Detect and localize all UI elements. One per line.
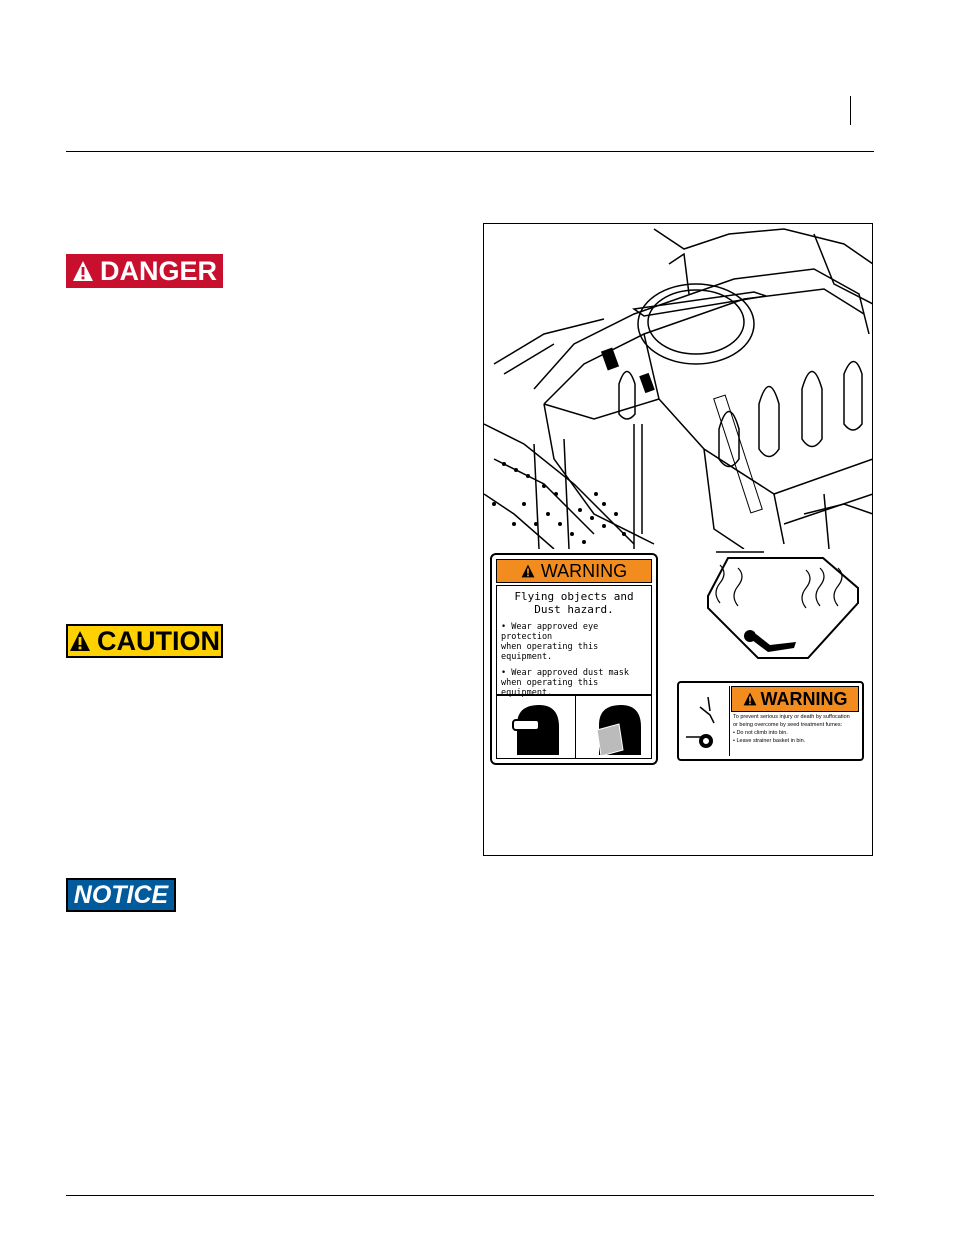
decal-text-line: or being overcome by seed treatment fumes: [733, 722, 843, 728]
header-rule [66, 151, 874, 152]
notice-label [66, 878, 176, 912]
decal-divider [729, 686, 730, 756]
seed-tank-illustration [484, 224, 873, 549]
warning-decal-title-line: Dust hazard. [534, 603, 614, 616]
decal-text-line: To prevent serious injury or death by suffocation [733, 714, 850, 720]
warning-triangle-icon [743, 692, 757, 706]
eye-protection-icon [507, 700, 567, 760]
warning-triangle-icon [69, 630, 91, 652]
notice-text: NOTICE [73, 880, 169, 909]
person-in-bin-icon [682, 693, 726, 753]
hopper-diagram [698, 548, 868, 678]
warning-decal-suffocation [677, 681, 864, 761]
bullet-line: • Wear approved dust mask [501, 668, 629, 678]
footer-rule [66, 1195, 874, 1196]
warning-decal-text [733, 713, 858, 745]
warning-decal-header-text: WARNING [540, 560, 628, 581]
warning-triangle-icon [521, 564, 535, 578]
dust-mask-icon [589, 700, 649, 760]
danger-label [66, 254, 223, 288]
decal-text-line: • Leave strainer basket in bin. [733, 738, 806, 744]
bullet-line: when operating this equipment. [501, 642, 599, 662]
danger-text: DANGER [99, 255, 217, 286]
warning-decal-title-line: Flying objects and [514, 590, 634, 603]
warning-decal-header [496, 559, 652, 583]
warning-decal-bullet [501, 668, 647, 698]
header-margin-bar [850, 96, 851, 125]
warning-decal-header [731, 686, 859, 712]
warning-decal-title [497, 590, 651, 616]
caution-text: CAUTION [97, 625, 220, 656]
warning-decal-body [496, 585, 652, 698]
warning-decal-header-text: WARNING [760, 688, 848, 709]
warning-decal-bullet [501, 622, 647, 662]
bullet-line: when operating this equipment. [501, 678, 599, 698]
seed-tank-figure [483, 223, 873, 856]
decal-text-line: • Do not climb into bin. [733, 730, 788, 736]
warning-decal-pictograms [496, 695, 652, 759]
warning-decal-flying-objects [490, 553, 658, 765]
caution-label [66, 624, 223, 658]
warning-triangle-icon [72, 260, 94, 282]
bullet-line: • Wear approved eye protection [501, 622, 599, 642]
